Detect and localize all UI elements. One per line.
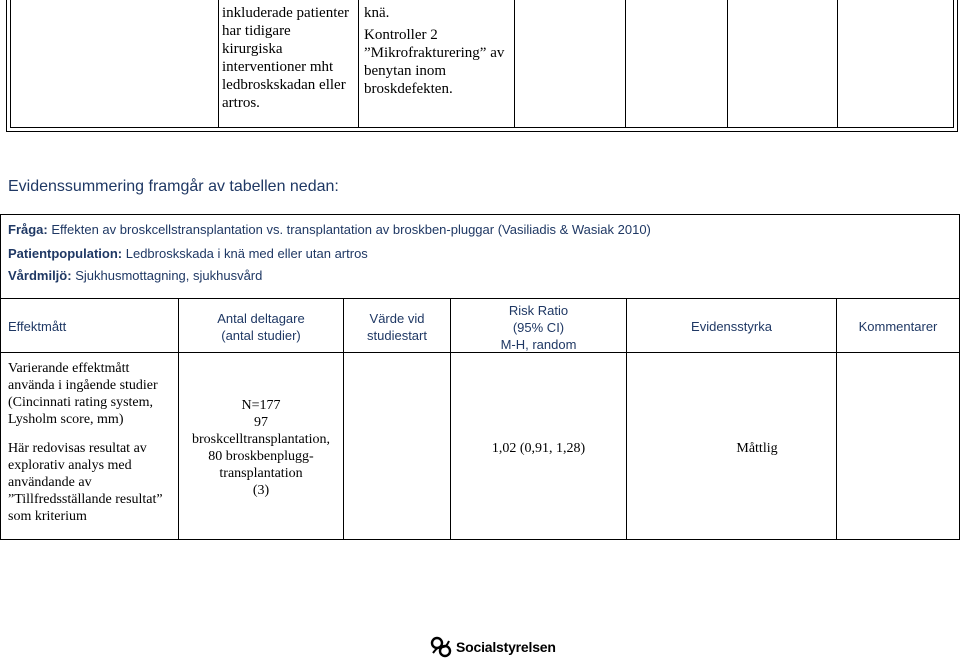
top-table-divider xyxy=(727,0,728,127)
setting-label: Vårdmiljö: xyxy=(8,268,72,283)
table-border xyxy=(0,214,1,540)
section-heading: Evidenssummering framgår av tabellen nedan: xyxy=(8,178,339,195)
population-text: Ledbroskskada i knä med eller utan artros xyxy=(125,246,368,261)
header-effektmatt: Effektmått xyxy=(8,319,67,334)
top-table-divider xyxy=(218,0,219,127)
table-rule xyxy=(0,298,960,299)
socialstyrelsen-logo xyxy=(430,636,556,658)
question-text: Effekten av broskcellstransplantation vs. transplantation av broskben-pluggar (Vasiliadis & Wasiak 2010) xyxy=(51,222,651,237)
population-row xyxy=(8,246,368,261)
logo-text: Socialstyrelsen xyxy=(456,639,556,655)
population-label: Patientpopulation: xyxy=(8,246,123,261)
cell-antal-deltagare: N=177 97 broskcelltransplantation, 80 broskbenplugg- transplantation (3) xyxy=(191,398,331,498)
setting-text: Sjukhusmottagning, sjukhusvård xyxy=(75,268,263,283)
top-table-cell-controls: knä. Kontroller 2 ”Mikrofrakturering” av benytan inom broskdefekten. xyxy=(364,5,505,97)
question-row xyxy=(8,222,651,237)
cell-risk-ratio: 1,02 (0,91, 1,28) xyxy=(491,441,586,456)
socialstyrelsen-emblem-icon xyxy=(430,636,452,658)
table-rule xyxy=(0,214,960,215)
evidence-table xyxy=(0,214,960,540)
cell-effektmatt: Varierande effektmått använda i ingående studier (Cincinnati rating system, Lysholm score, mm) Här redovisas resultat av explorativ analys med användande av ”Tillfredsställande resultat” som kriterium xyxy=(8,361,163,524)
top-table-cell-criteria: inkluderade patienter har tidigare kirurgiska interventioner mht ledbroskskadan eller artros. xyxy=(222,5,350,111)
header-kommentarer: Kommentarer xyxy=(858,319,938,334)
top-table-divider xyxy=(514,0,515,127)
cell-evidensstyrka: Måttlig xyxy=(736,441,778,456)
top-table-divider xyxy=(358,0,359,127)
header-antal-deltagare: Antal deltagare (antal studier) xyxy=(217,311,305,343)
setting-row xyxy=(8,268,262,283)
header-evidensstyrka: Evidensstyrka xyxy=(691,319,772,334)
header-risk-ratio: Risk Ratio (95% CI) M-H, random xyxy=(500,303,577,352)
question-label: Fråga: xyxy=(8,222,48,237)
header-varde-vid-studiestart: Värde vid studiestart xyxy=(367,311,427,343)
table-rule xyxy=(0,539,960,540)
top-table-divider xyxy=(625,0,626,127)
top-table-divider xyxy=(837,0,838,127)
